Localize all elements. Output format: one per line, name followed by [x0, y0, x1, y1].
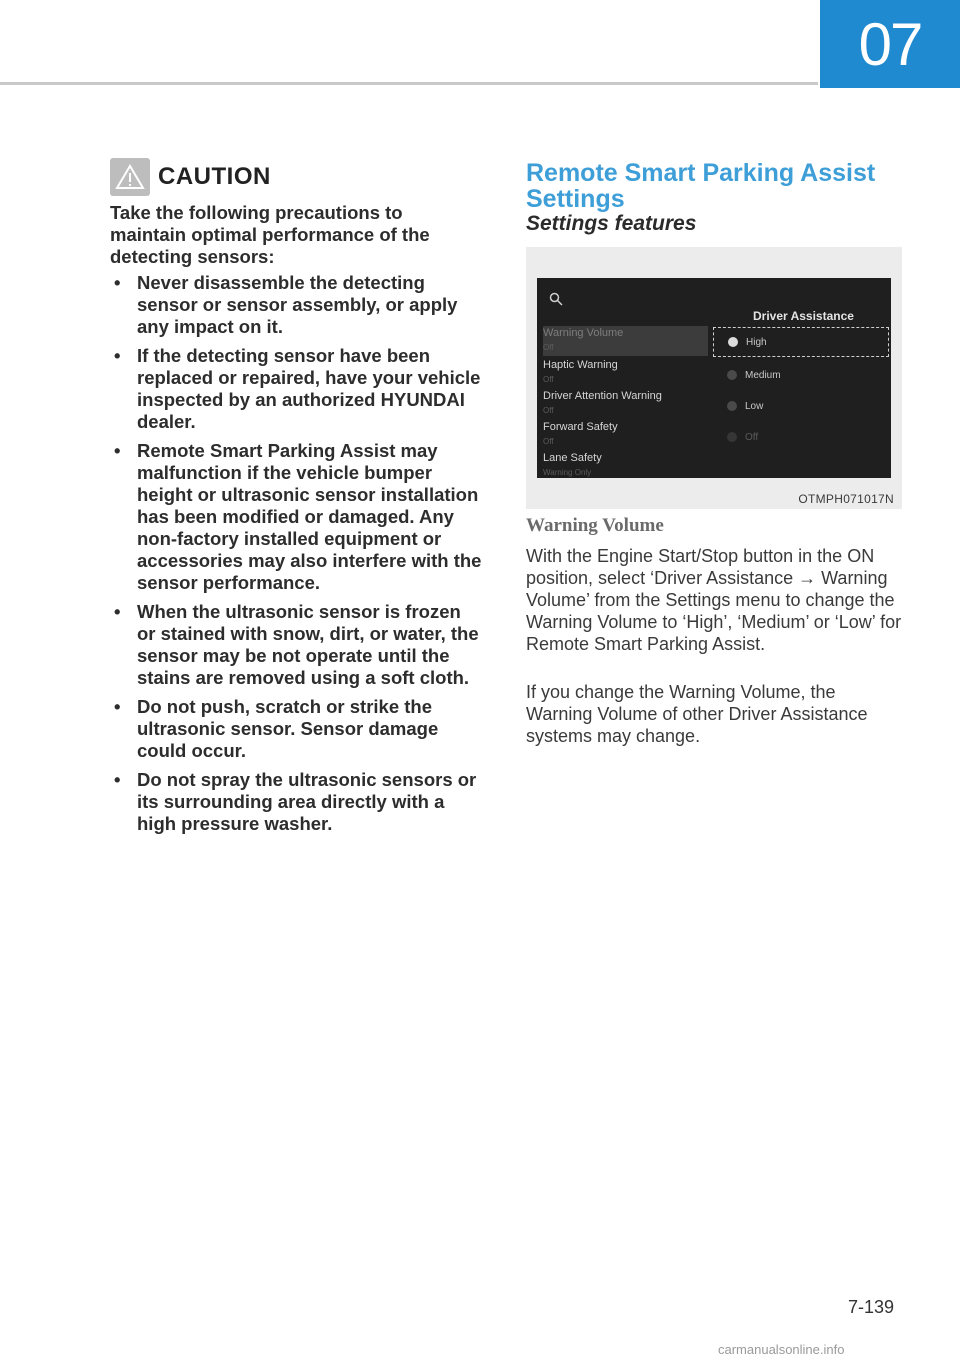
bullet-icon: •	[114, 696, 121, 717]
list-item: • When the ultrasonic sensor is frozen or stained with snow, dirt, or water, the sensor may be not operate until the stains are removed using a soft cloth.	[114, 601, 479, 688]
radio-icon	[727, 432, 737, 442]
radio-selected-icon	[728, 337, 738, 347]
list-item: • Never disassemble the detecting sensor or sensor assembly, or apply any impact on it.	[114, 272, 458, 337]
bullet-icon: •	[114, 272, 121, 293]
bullet-icon: •	[114, 769, 121, 790]
bullet-icon: •	[114, 440, 121, 461]
panel-title: Driver Assistance	[753, 309, 854, 323]
option-medium[interactable]: Medium	[727, 365, 867, 385]
figure-code: OTMPH071017N	[798, 492, 894, 506]
radio-icon	[727, 401, 737, 411]
menu-item-warning-volume[interactable]: Warning Volume Off	[543, 326, 708, 356]
header-rule	[0, 82, 818, 85]
page-number: 7-139	[848, 1297, 895, 1317]
list-item: • Remote Smart Parking Assist may malfunction if the vehicle bumper height or ultrasonic sensor installation has been modified or damaged. Any non-factory installed equipment or accessories may also interfere with the sensor performance.	[114, 440, 482, 593]
section-title: Remote Smart Parking Assist Settings	[526, 159, 876, 213]
list-item: • If the detecting sensor have been replaced or repaired, have your vehicle inspected by an authorized HYUNDAI dealer.	[114, 345, 481, 432]
warning-volume-paragraph-2: If you change the Warning Volume, the Warning Volume of other Driver Assistance systems may change.	[526, 682, 868, 746]
list-item: • Do not push, scratch or strike the ultrasonic sensor. Sensor damage could occur.	[114, 696, 439, 761]
warning-volume-paragraph-1: With the Engine Start/Stop button in the ON position, select ‘Driver Assistance → Warning Volume’ from the Settings menu to change the Warning Volume to ‘High’, ‘Medium’ or ‘Low’ for Remote Smart Parking Assist.	[526, 546, 902, 654]
section-subtitle: Settings features	[526, 212, 697, 235]
menu-item-driver-attention-warning[interactable]: Driver Attention Warning Off	[543, 390, 662, 415]
settings-screen	[537, 278, 891, 478]
list-item: • Do not spray the ultrasonic sensors or its surrounding area directly with a high pressure washer.	[114, 769, 477, 834]
menu-item-forward-safety[interactable]: Forward Safety Off	[543, 421, 618, 446]
search-icon	[549, 292, 563, 306]
warning-volume-heading: Warning Volume	[526, 515, 664, 536]
bullet-icon: •	[114, 345, 121, 366]
option-high[interactable]: High	[713, 327, 889, 357]
option-low[interactable]: Low	[727, 396, 867, 416]
radio-icon	[727, 370, 737, 380]
warning-triangle-icon	[110, 158, 150, 196]
menu-item-lane-safety[interactable]: Lane Safety Warning Only	[543, 452, 602, 477]
chapter-tab: 07	[820, 0, 960, 88]
caution-title: CAUTION	[158, 163, 271, 190]
settings-figure	[526, 247, 902, 509]
bullet-icon: •	[114, 601, 121, 622]
watermark: carmanualsonline.info	[718, 1342, 845, 1357]
caution-intro: Take the following precautions to maintain optimal performance of the detecting sensors:	[110, 202, 430, 267]
option-off[interactable]: Off	[727, 427, 867, 447]
menu-item-haptic-warning[interactable]: Haptic Warning Off	[543, 359, 618, 384]
caution-list	[110, 272, 482, 842]
caution-header	[110, 158, 271, 196]
